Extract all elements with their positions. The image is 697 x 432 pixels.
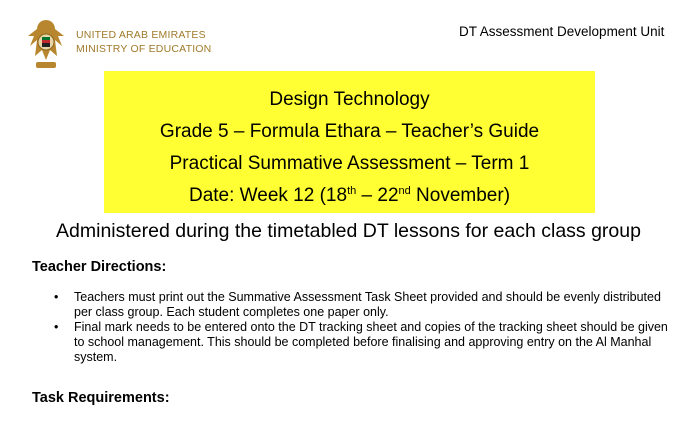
- bullet-icon: •: [54, 290, 59, 304]
- list-item-text: Teachers must print out the Summative Assessment Task Sheet provided and should be evenly distributed per class group. Each student completes one paper only.: [74, 290, 661, 319]
- date-sup-1: th: [347, 185, 357, 197]
- ministry-line-2: MINISTRY OF EDUCATION: [76, 43, 212, 55]
- task-requirements-heading: Task Requirements:: [32, 390, 170, 406]
- date-prefix: Date: Week 12 (18: [188, 185, 348, 206]
- list-item: [54, 290, 674, 320]
- uae-emblem-icon: [24, 16, 68, 76]
- ministry-line-1: UNITED ARAB EMIRATES: [76, 29, 206, 41]
- list-item: [54, 320, 674, 365]
- ministry-name: [76, 28, 211, 56]
- bullet-icon: •: [54, 320, 59, 334]
- grade-title: Grade 5 – Formula Ethara – Teacher’s Guide: [159, 121, 540, 142]
- date-suffix: November): [410, 185, 511, 206]
- date-sup-2: nd: [398, 185, 411, 197]
- title-box: [104, 71, 595, 213]
- subject-title: Design Technology: [269, 89, 430, 110]
- assessment-date: [104, 180, 595, 212]
- teacher-directions-list: [54, 290, 674, 365]
- list-item-text: Final mark needs to be entered onto the DT tracking sheet and copies of the tracking sheet should be given to school management. This should be completed before finalising and approving entry on the Al Manhal system.: [74, 320, 668, 364]
- administered-note: Administered during the timetabled DT lessons for each class group: [56, 220, 641, 242]
- date-mid: – 22: [356, 185, 399, 206]
- assessment-title: Practical Summative Assessment – Term 1: [169, 153, 530, 174]
- unit-name: DT Assessment Development Unit: [459, 24, 665, 39]
- teacher-directions-heading: Teacher Directions:: [32, 259, 167, 275]
